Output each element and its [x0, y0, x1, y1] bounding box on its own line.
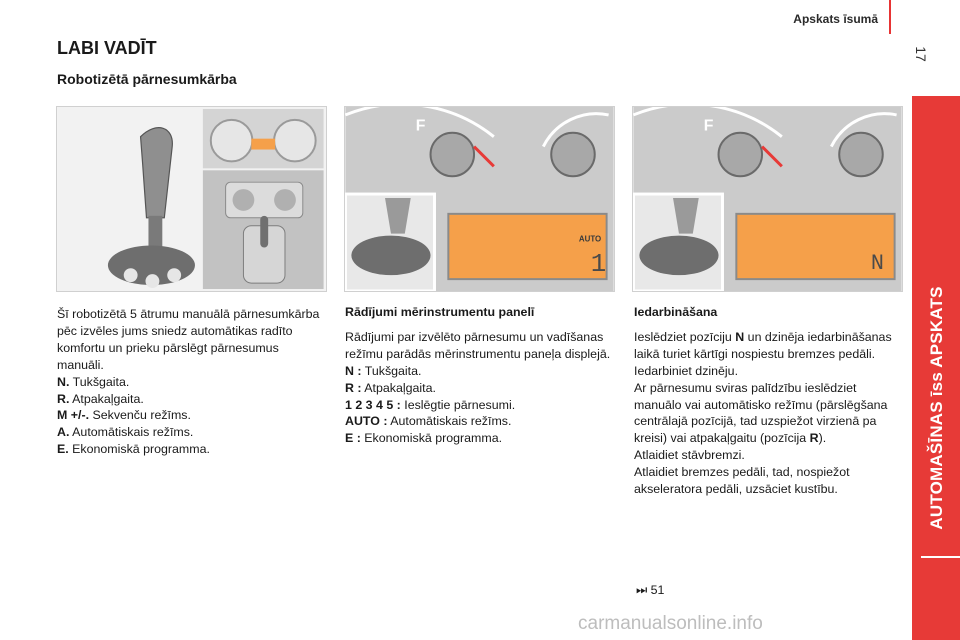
gear-lever-drawing — [57, 107, 326, 291]
column-overview — [57, 306, 329, 458]
item-key: 1 2 3 4 5 : — [345, 397, 401, 412]
page-title: LABI VADĪT — [57, 38, 157, 58]
heading-text: Rādījumi mērinstrumentu panelī — [345, 305, 535, 319]
start-step — [634, 329, 906, 363]
start-step: Iedarbiniet dzinēju. — [634, 363, 739, 378]
side-tab-divider — [921, 556, 960, 558]
gear-lever-illustration — [56, 106, 327, 292]
list-item — [345, 430, 617, 447]
list-item — [345, 380, 617, 397]
section-title: Apskats īsumā — [793, 12, 878, 26]
reference-page: 51 — [650, 583, 665, 597]
page-subtitle: Robotizētā pārnesumkārba — [57, 71, 237, 87]
item-key: N. — [57, 374, 70, 389]
item-key: R. — [57, 391, 70, 406]
panel-intro: Rādījumi par izvēlēto pārnesumu un vadīšanas režīmu parādās mērinstrumentu paneļa displejā. — [345, 329, 611, 361]
item-key: E. — [57, 442, 69, 457]
item-text: Ekonomiskā programma. — [364, 431, 503, 446]
page-number: 17 — [913, 46, 929, 62]
step-text: Ar pārnesumu sviras palīdzību ieslēdziet manuālo vai automātisko režīmu (pārslēgšana centrālajā pozīcijā, tad uzspiežot virzienā pa kreisi) vai atpakaļgaitu (pozīcija — [634, 380, 888, 446]
item-text: Atpakaļgaita. — [364, 380, 436, 395]
item-text: Automātiskais režīms. — [72, 425, 194, 440]
list-item — [57, 407, 329, 424]
item-text: Tukšgaita. — [72, 374, 130, 389]
fuel-gauge-letter: F — [415, 117, 426, 135]
list-item — [345, 363, 617, 380]
item-text: Ieslēgtie pārnesumi. — [404, 397, 516, 412]
step-text: ). — [818, 431, 827, 446]
step-text: un dzinēja iedarbināšanas laikā turiet kārtīgi nospiestu bremzes pedāli. — [634, 329, 892, 361]
display-gear-text: N — [870, 251, 884, 277]
list-item — [57, 441, 329, 458]
display-gear-text: 1 — [590, 250, 607, 280]
item-text: Atpakaļgaita. — [72, 391, 144, 406]
page-reference[interactable] — [636, 583, 664, 598]
step-key: R — [809, 431, 819, 446]
start-step: Atlaidiet stāvbremzi. — [634, 448, 745, 463]
instrument-panel-drawing — [345, 107, 614, 291]
column-starting — [634, 304, 906, 498]
column-panel-indications — [345, 304, 617, 447]
instrument-panel-auto-illustration — [344, 106, 615, 292]
list-item — [345, 413, 617, 430]
item-key: A. — [57, 425, 70, 440]
item-text: Ekonomiskā programma. — [72, 442, 210, 457]
list-item — [57, 424, 329, 441]
overview-intro: Šī robotizētā 5 ātrumu manuālā pārnesumkārba pēc izvēles jums sniedz automātikas radīto komfortu un prieku pārslēgt pārnesumus manuāli. — [57, 307, 320, 372]
item-key: N : — [345, 363, 362, 378]
step-key: N — [735, 329, 745, 344]
list-item — [57, 374, 329, 391]
fuel-gauge-letter: F — [703, 117, 714, 135]
step-text: Ieslēdziet pozīciju — [634, 329, 732, 344]
item-key: E : — [345, 431, 361, 446]
instrument-panel-neutral-drawing — [633, 107, 902, 291]
start-step — [634, 380, 906, 448]
reference-icon: ⏭ — [636, 583, 648, 597]
list-item — [345, 397, 617, 414]
item-key: AUTO : — [345, 414, 388, 429]
item-text: Tukšgaita. — [364, 363, 422, 378]
side-tab-label: AUTOMAŠĪNAS īss APSKATS — [927, 286, 946, 530]
section-heading — [634, 304, 906, 321]
start-step: Atlaidiet bremzes pedāli, tad, nospiežot akseleratora pedāli, uzsāciet kustību. — [634, 465, 850, 497]
item-key: M +/-. — [57, 408, 90, 423]
display-mode-text: AUTO — [578, 234, 602, 244]
section-heading — [345, 304, 617, 321]
instrument-panel-neutral-illustration — [632, 106, 903, 292]
header-divider — [889, 0, 891, 34]
watermark: carmanualsonline.info — [578, 613, 763, 634]
item-text: Sekvenču režīms. — [92, 408, 191, 423]
heading-text: Iedarbināšana — [634, 305, 718, 319]
item-key: R : — [345, 380, 362, 395]
item-text: Automātiskais režīms. — [390, 414, 512, 429]
list-item — [57, 391, 329, 408]
